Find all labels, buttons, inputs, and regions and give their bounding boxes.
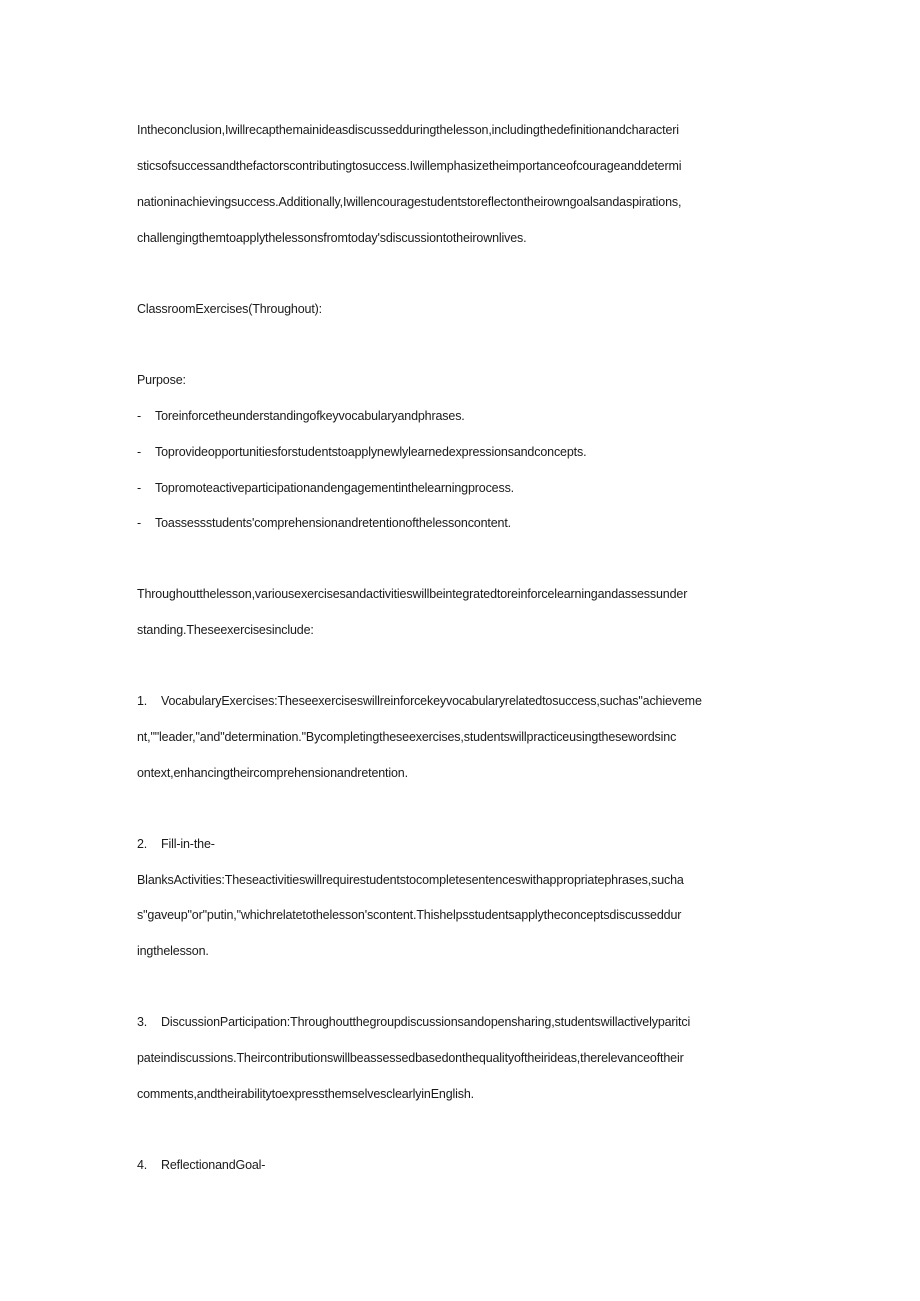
purpose-item	[137, 443, 787, 461]
exercise-text: VocabularyExercises:Theseexerciseswillreinforcekeyvocabularyrelatedtosuccess,suchas"achieveme	[161, 694, 702, 708]
dash-bullet: -	[137, 445, 142, 459]
exercise-4-line-1	[137, 1156, 787, 1174]
exercise-1-line-1	[137, 692, 787, 710]
exercise-1-line-2: nt,""leader,"and"determination."Bycompletingtheseexercises,studentswillpracticeusingthesewordsinc	[137, 730, 677, 744]
exercise-number: 4.	[137, 1158, 148, 1172]
exercise-number: 1.	[137, 694, 148, 708]
exercise-3-line-2: pateindiscussions.Theircontributionswillbeassessedbasedonthequalityoftheirideas,therelevanceoftheir	[137, 1051, 684, 1065]
exercise-text: Fill-in-the-	[161, 837, 215, 851]
conclusion-line-4: challengingthemtoapplythelessonsfromtoday'sdiscussiontotheirownlives.	[137, 231, 527, 245]
dash-bullet: -	[137, 516, 142, 530]
exercise-2-line-1	[137, 835, 787, 853]
conclusion-line-3: nationinachievingsuccess.Additionally,Iwillencouragestudentstoreflectontheirowngoalsandaspirations,	[137, 195, 682, 209]
exercise-number: 2.	[137, 837, 148, 851]
exercise-3-line-3: comments,andtheirabilitytoexpressthemselvesclearlyinEnglish.	[137, 1087, 474, 1101]
conclusion-line-2: sticsofsuccessandthefactorscontributingtosuccess.Iwillemphasizetheimportanceofcourageanddetermi	[137, 159, 682, 173]
exercise-2-line-4: ingthelesson.	[137, 944, 209, 958]
purpose-item-text: Toreinforcetheunderstandingofkeyvocabularyandphrases.	[155, 409, 465, 423]
purpose-item	[137, 479, 787, 497]
exercise-1-line-3: ontext,enhancingtheircomprehensionandretention.	[137, 766, 408, 780]
exercise-number: 3.	[137, 1015, 148, 1029]
purpose-heading: Purpose:	[137, 373, 186, 387]
section-heading: ClassroomExercises(Throughout):	[137, 302, 322, 316]
intro-line-1: Throughoutthelesson,variousexercisesandactivitieswillbeintegratedtoreinforcelearningandassessunder	[137, 587, 688, 601]
conclusion-line-1: Intheconclusion,Iwillrecapthemainideasdiscussedduringthelesson,includingthedefinitionandcharacteri	[137, 123, 679, 137]
purpose-item-text: Topromoteactiveparticipationandengagementinthelearningprocess.	[155, 481, 514, 495]
exercise-3-line-1	[137, 1013, 787, 1031]
purpose-item-text: Toassessstudents'comprehensionandretentionofthelessoncontent.	[155, 516, 511, 530]
dash-bullet: -	[137, 481, 142, 495]
purpose-item	[137, 407, 787, 425]
exercise-text: ReflectionandGoal-	[161, 1158, 266, 1172]
purpose-item-text: Toprovideopportunitiesforstudentstoapplynewlylearnedexpressionsandconcepts.	[155, 445, 587, 459]
exercise-text: DiscussionParticipation:Throughoutthegroupdiscussionsandopensharing,studentswillactivelyparitci	[161, 1015, 691, 1029]
purpose-item	[137, 514, 787, 532]
exercise-2-line-2: BlanksActivities:Theseactivitieswillrequirestudentstocompletesentenceswithappropriatephrases,sucha	[137, 873, 684, 887]
exercise-2-line-3: s"gaveup"or"putin,"whichrelatetothelesson'scontent.Thishelpsstudentsapplytheconceptsdiscusseddur	[137, 908, 682, 922]
dash-bullet: -	[137, 409, 142, 423]
intro-line-2: standing.Theseexercisesinclude:	[137, 623, 314, 637]
